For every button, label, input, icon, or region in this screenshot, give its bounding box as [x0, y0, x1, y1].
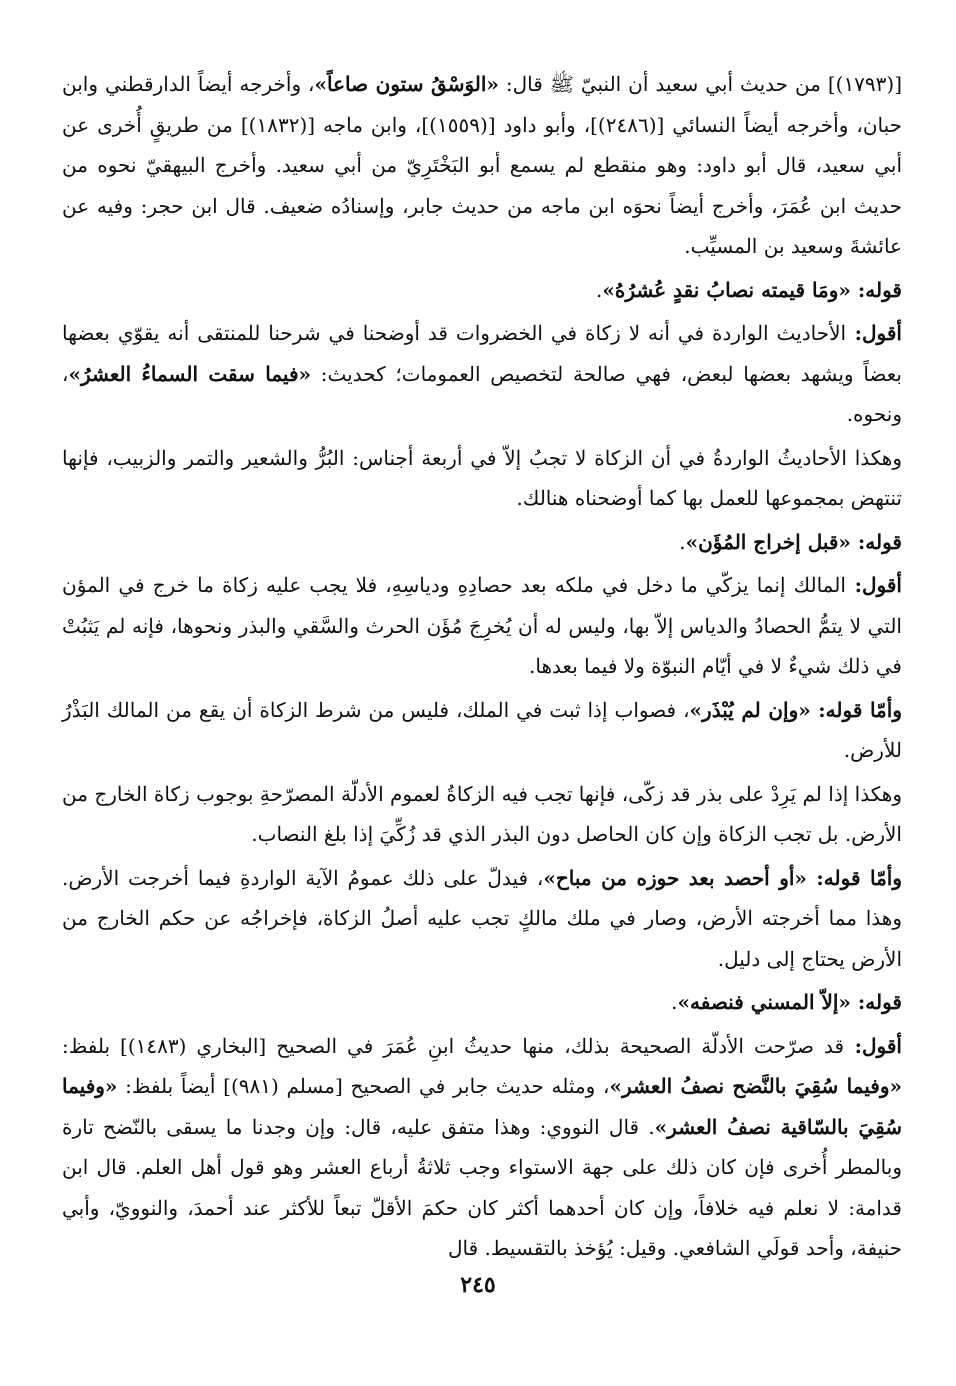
bold-run: أقول:	[846, 321, 902, 345]
text-run: ، ونحوه.	[62, 361, 902, 426]
paragraph-2	[62, 270, 902, 311]
text-run: .	[596, 277, 603, 302]
paragraph-4	[62, 438, 902, 519]
bold-run: قوله:	[850, 277, 902, 302]
text-run: قد صرّحت الأدلّة الصحيحة بذلك، منها حديثُ ابنِ عُمَرَ في الصحيح [البخاري (١٤٨٣)] بلفظ:	[62, 1033, 845, 1058]
paragraph-10	[62, 982, 902, 1023]
bold-run: «وفيما سُقِيَ بالسّاقية نصفُ العشر»	[62, 1074, 902, 1139]
text-run: [(١٧٩٣)] من حديث أبي سعيد أن النبيّ ﷺ قال:	[498, 72, 903, 96]
paragraph-3	[62, 313, 902, 435]
page-number: ٢٤٥	[460, 1272, 496, 1298]
bold-run: «وفيما سُقِيَ بالنَّضح نصفُ العشر»	[609, 1074, 902, 1098]
text-run: ، فيدلّ على ذلك عمومُ الآية الواردةِ فيما أخرجت الأرض. وهذا مما أخرجته الأرض، وصار في ملك مالكٍ تجب عليه أصلُ الزكاة، فإخراجُه عن حكم الخارج من الأرض يحتاج إلى دليل.	[62, 865, 902, 971]
page-body	[62, 64, 902, 1269]
text-run: .	[671, 990, 678, 1014]
bold-run: وأمّا قوله:	[810, 697, 902, 722]
bold-run: قوله:	[850, 990, 902, 1014]
bold-run: قوله:	[850, 529, 902, 554]
text-run: وهكذا الأحاديثُ الواردةُ في أن الزكاة لا تجبُ إلاّ في أربعة أجناس: البُرُّ والشعير والتمر والزبيب، فإنها تنتهض بمجموعها للعمل بها كما أوضحناه هنالك.	[62, 445, 902, 510]
bold-run: «وإن لم يُبْذَر»	[689, 697, 811, 722]
bold-run: «إلاّ المسني فنصفه»	[677, 990, 851, 1014]
text-run: ، وأخرجه أيضاً الدارقطني وابن حبان، وأخرجه أيضاً النسائي [(٢٤٨٦)]، وأبو داود [(١٥٥٩)]، وابن ماجه [(١٨٣٢)] من طريقٍ أُخرى عن أبي سعيد، قال أبو داود: وهو منقطع لم يسمع أبو البَخْتَرِيّ من أبي سعيد. وأخرج البيهقيّ نحوه من حديث ابن عُمَرَ، وأخرج أيضاً نحوَه ابن ماجه من حديث جابر، وإسنادُه ضعيف. قال ابن حجر: وفيه عن عائشةَ وسعيد بن المسيِّب.	[62, 72, 902, 258]
text-run: .	[679, 529, 686, 554]
paragraph-6	[62, 565, 902, 687]
paragraph-5	[62, 522, 902, 563]
text-run: وهكذا إذا لم يَرِدْ على بذر قد زكّى، فإنها تجب فيه الزكاةُ لعموم الأدلّة المصرّحةِ بوجوب زكاة الخارج من الأرض. بل تجب الزكاة وإن كان الحاصل دون البذر الذي قد زُكِّيَ إذا بلغ النصاب.	[62, 781, 902, 846]
bold-run: «فيما سقت السماءُ العشرُ»	[68, 361, 312, 386]
bold-run: «أو أحصد بعد حوزه من مباح»	[543, 865, 807, 890]
paragraph-11	[62, 1026, 902, 1269]
bold-run: وأمّا قوله:	[806, 865, 902, 890]
bold-run: «ومَا قيمته نصابُ نقدٍ عُشرُهُ»	[602, 277, 851, 302]
bold-run: أقول:	[844, 1033, 902, 1058]
bold-run: «الوَسْقُ ستون صاعاً»	[314, 72, 499, 96]
paragraph-1	[62, 64, 902, 267]
text-run: المالك إنما يزكّي ما دخل في ملكه بعد حصادِهِ ودياسِهِ، فلا يجب عليه زكاة ما خرج في المؤن التي لا يتمُّ الحصادُ والدياس إلاّ بها، وليس له أن يُخرِجَ مُؤَن الحرث والسَّقي والبذر ونحوها، فإنه لم يَثبُتْ في ذلك شيءٌ لا في أيّام النبوّة ولا فيما بعدها.	[62, 573, 902, 678]
paragraph-9	[62, 858, 902, 980]
bold-run: «قبل إخراج المُؤَن»	[685, 529, 851, 554]
text-run: الأحاديث الواردة في أنه لا زكاة في الخضروات قد أوضحنا في شرحنا للمنتقى أنه يقوّي بعضها بعضاً ويشهد بعضها لبعض، فهي صالحة لتخصيص العمومات؛ كحديث:	[62, 321, 902, 386]
paragraph-7	[62, 690, 902, 771]
bold-run: أقول:	[845, 573, 902, 597]
text-run: ، ومثله حديث جابر في الصحيح [مسلم (٩٨١)] أيضاً بلفظ:	[117, 1074, 610, 1098]
text-run: ، فصواب إذا ثبت في الملك، فليس من شرط الزكاة أن يقع من المالك البَذْرُ للأرض.	[62, 697, 902, 762]
paragraph-8	[62, 774, 902, 855]
text-run: . قال النووي: وهذا متفق عليه، قال: وإن وجدنا ما يسقى بالنّضح تارة وبالمطر أُخرى فإن كان ذلك على جهة الاستواء وجب ثلاثةُ أرباع العشر وهو قول أهل العلم. قال ابن قدامة: لا نعلم فيه خلافاً، وإن كان أحدهما أكثر كان حكمَ الأقلّ تبعاً للأكثر عند أحمدَ، والنوويّ، وأبي حنيفة، وأحد قولَي الشافعي. وقيل: يُؤخذ بالتقسيط. قال	[62, 1114, 902, 1260]
